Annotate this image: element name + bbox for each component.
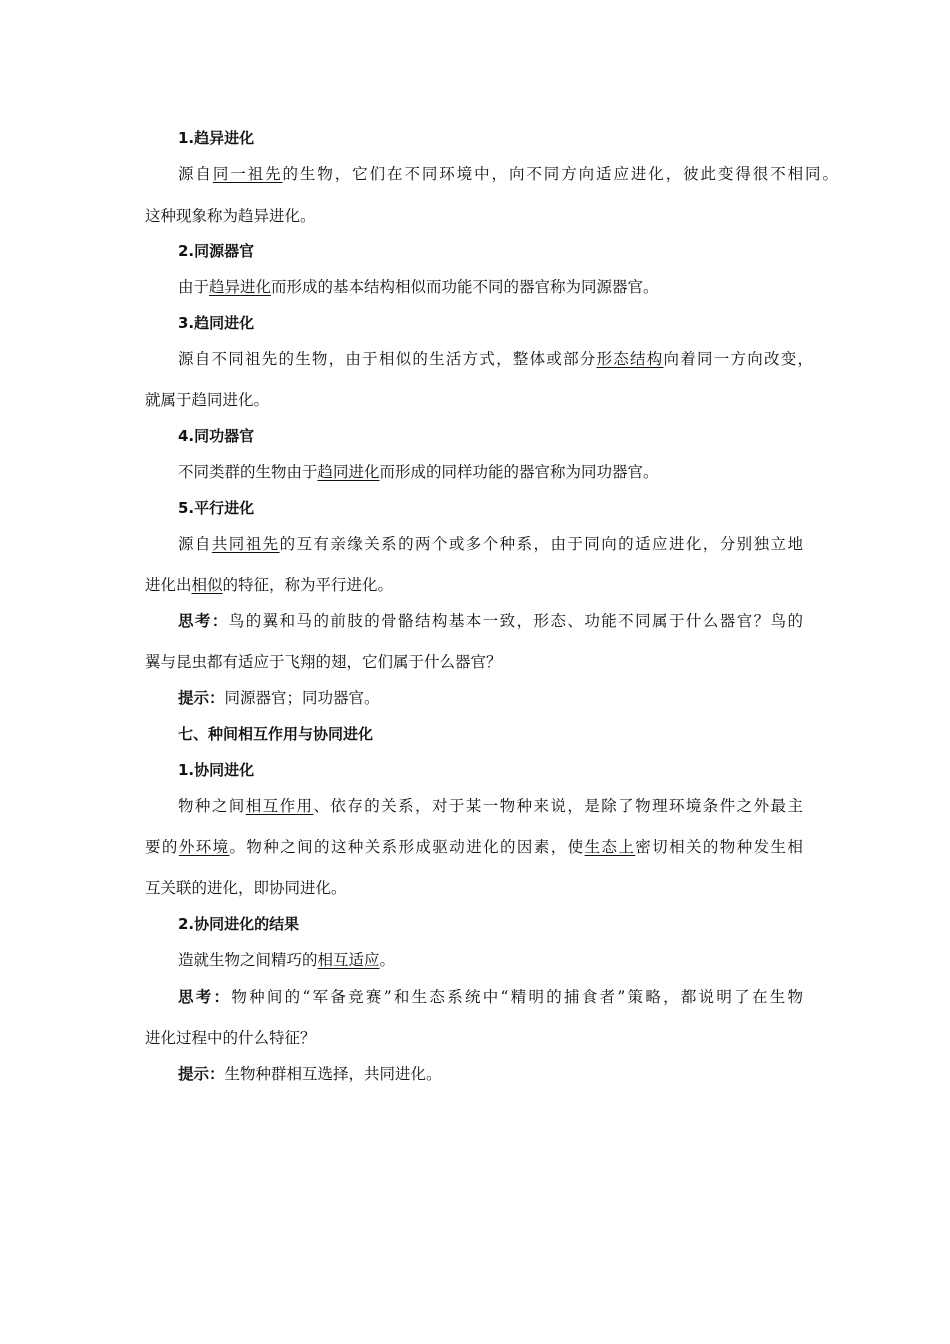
think-question-2: 思考：物种间的“军备竞赛”和生态系统中“精明的捕食者”策略，都说明了在生物 xyxy=(178,988,803,1006)
hint-answer-2: 提示：生物种群相互选择，共同进化。 xyxy=(178,1065,442,1083)
paragraph-parallel-evolution: 源自共同祖先的互有亲缘关系的两个或多个种系，由于同向的适应进化，分别独立地 xyxy=(178,535,803,553)
paragraph-divergent-evolution: 源自同一祖先的生物，它们在不同环境中，向不同方向适应进化，彼此变得很不相同。 xyxy=(178,165,838,183)
underlined-term: 形态结构 xyxy=(596,350,664,368)
hint-label: 提示： xyxy=(178,689,225,707)
paragraph-continuation: 互关联的进化，即协同进化。 xyxy=(145,879,347,897)
paragraph-continuation: 要的外环境。物种之间的这种关系形成驱动进化的因素，使生态上密切相关的物种发生相 xyxy=(145,838,803,856)
heading-divergent-evolution: 1.趋异进化 xyxy=(178,129,255,147)
heading-analogous-organs: 4.同功器官 xyxy=(178,427,255,445)
think-question-2-continuation: 进化过程中的什么特征？ xyxy=(145,1029,316,1047)
paragraph-coevolution: 物种之间相互作用、依存的关系，对于某一物种来说，是除了物理环境条件之外最主 xyxy=(178,797,803,815)
paragraph-continuation: 就属于趋同进化。 xyxy=(145,391,270,409)
hint-label: 提示： xyxy=(178,1065,225,1083)
hint-answer-1: 提示：同源器官；同功器官。 xyxy=(178,689,380,707)
underlined-term: 相似 xyxy=(191,576,223,594)
underlined-term: 共同祖先 xyxy=(211,535,280,553)
heading-homologous-organs: 2.同源器官 xyxy=(178,242,255,260)
heading-parallel-evolution: 5.平行进化 xyxy=(178,499,255,517)
underlined-term: 趋同进化 xyxy=(317,463,380,481)
paragraph-continuation: 这种现象称为趋异进化。 xyxy=(145,207,316,225)
think-label: 思考： xyxy=(178,612,229,630)
underlined-term: 相互适应 xyxy=(317,951,380,969)
underlined-term: 相互作用 xyxy=(245,797,314,815)
think-question-1: 思考：鸟的翼和马的前肢的骨骼结构基本一致，形态、功能不同属于什么器官？鸟的 xyxy=(178,612,803,630)
heading-coevolution-result: 2.协同进化的结果 xyxy=(178,915,300,933)
paragraph-continuation: 进化出相似的特征，称为平行进化。 xyxy=(145,576,394,594)
paragraph-coevolution-result: 造就生物之间精巧的相互适应。 xyxy=(178,951,396,969)
think-question-1-continuation: 翼与昆虫都有适应于飞翔的翅，它们属于什么器官？ xyxy=(145,653,502,671)
paragraph-convergent-evolution: 源自不同祖先的生物，由于相似的生活方式，整体或部分形态结构向着同一方向改变， xyxy=(178,350,813,368)
heading-chapter-seven: 七、种间相互作用与协同进化 xyxy=(178,725,374,743)
paragraph-analogous-organs: 不同类群的生物由于趋同进化而形成的同样功能的器官称为同功器官。 xyxy=(178,463,659,481)
underlined-term: 趋异进化 xyxy=(209,278,272,296)
heading-coevolution: 1.协同进化 xyxy=(178,761,255,779)
paragraph-homologous-organs: 由于趋异进化而形成的基本结构相似而功能不同的器官称为同源器官。 xyxy=(178,278,659,296)
underlined-term: 同一祖先 xyxy=(212,165,283,183)
heading-convergent-evolution: 3.趋同进化 xyxy=(178,314,255,332)
underlined-term: 生态上 xyxy=(584,838,636,856)
think-label: 思考： xyxy=(178,988,232,1006)
underlined-term: 外环境 xyxy=(178,838,230,856)
